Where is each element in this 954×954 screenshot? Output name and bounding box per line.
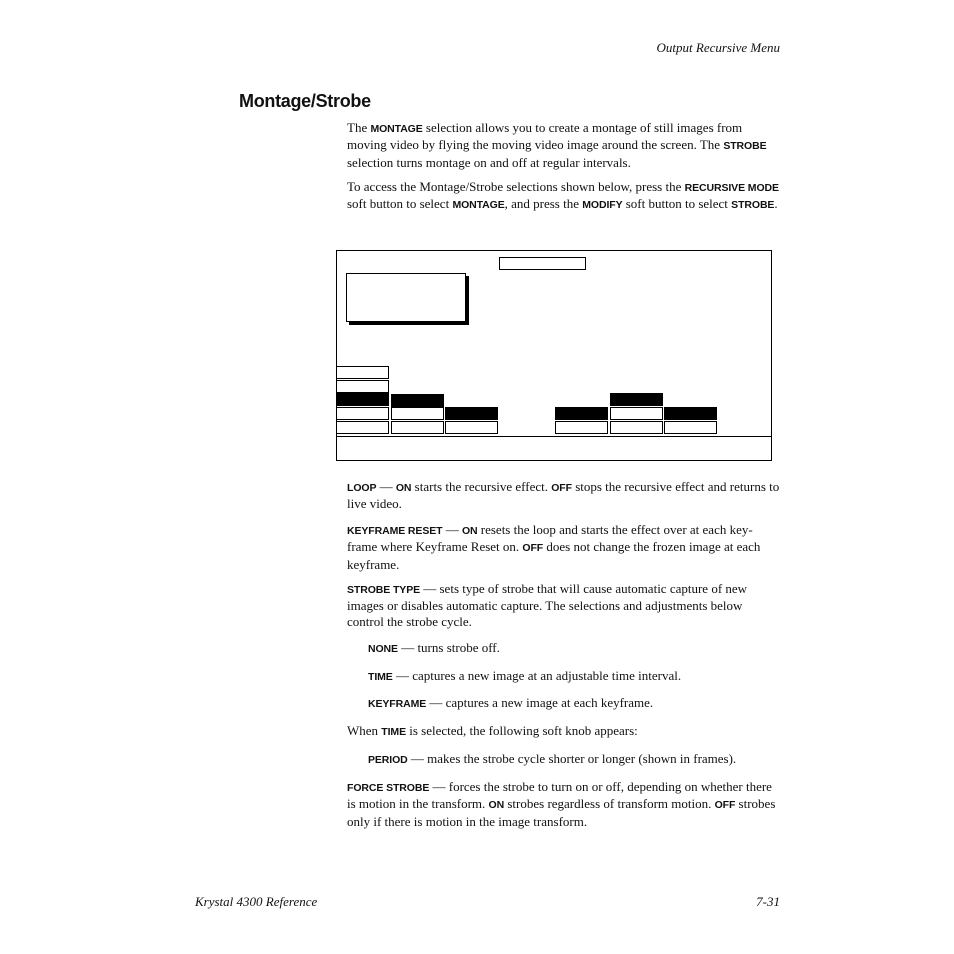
period-description: PERIOD — makes the strobe cycle shorter or longer (shown in frames).	[368, 751, 737, 766]
section-title: Montage/Strobe	[239, 91, 371, 111]
knob-cell-2a	[391, 394, 444, 407]
keyframe-reset-description: KEYFRAME RESET — ON resets the loop and starts the effect over at each key-frame where Keyframe Reset on. OFF does not change the frozen image at each keyframe.	[347, 522, 761, 572]
knob-cell-2b	[391, 407, 444, 420]
running-head: Output Recursive Menu	[656, 40, 780, 55]
time-description: TIME — captures a new image at an adjustable time interval.	[368, 668, 682, 683]
knob-cell-3b	[445, 421, 498, 434]
when-time-note: When TIME is selected, the following soft knob appears:	[347, 723, 638, 738]
menu-divider	[336, 436, 772, 437]
loop-description: LOOP — ON starts the recursive effect. OFF stops the recursive effect and returns to live video.	[347, 479, 780, 512]
none-description: NONE — turns strobe off.	[368, 640, 500, 655]
knob-cell-3a	[445, 407, 498, 420]
force-strobe-description: FORCE STROBE — forces the strobe to turn on or off, depending on whether there is motion in the transform. ON strobes regardless of transform motion. OFF strobes only if there is motion in the image transform.	[347, 779, 776, 829]
soft-button-1	[336, 366, 389, 379]
strobe-type-description: STROBE TYPE — sets type of strobe that will cause automatic capture of new images or disables automatic capture. The selections and adjustments below control the strobe cycle.	[347, 581, 748, 629]
keyframe-description: KEYFRAME — captures a new image at each keyframe.	[368, 695, 654, 710]
knob-cell-6c	[610, 421, 663, 434]
page-number: 7-31	[756, 894, 780, 909]
menu-popup-box	[346, 273, 466, 322]
footer-title: Krystal 4300 Reference	[195, 894, 318, 909]
soft-button-3-selected	[336, 393, 389, 406]
knob-cell-7a	[664, 407, 717, 420]
knob-cell-6b	[610, 407, 663, 420]
knob-cell-2c	[391, 421, 444, 434]
intro-paragraph-2: To access the Montage/Strobe selections shown below, press the RECURSIVE MODE soft button to select MONTAGE, and press the MODIFY soft button to select STROBE.	[347, 179, 779, 212]
menu-title-box	[499, 257, 586, 270]
soft-button-5	[336, 421, 389, 434]
intro-paragraph-1: The MONTAGE selection allows you to create a montage of still images from moving video by flying the moving video image around the screen. The STROBE selection turns montage on and off at regular intervals.	[347, 120, 767, 170]
knob-cell-6a	[610, 393, 663, 406]
knob-cell-7b	[664, 421, 717, 434]
knob-cell-5b	[555, 421, 608, 434]
soft-button-2	[336, 380, 389, 393]
knob-cell-5a	[555, 407, 608, 420]
soft-button-4	[336, 407, 389, 420]
